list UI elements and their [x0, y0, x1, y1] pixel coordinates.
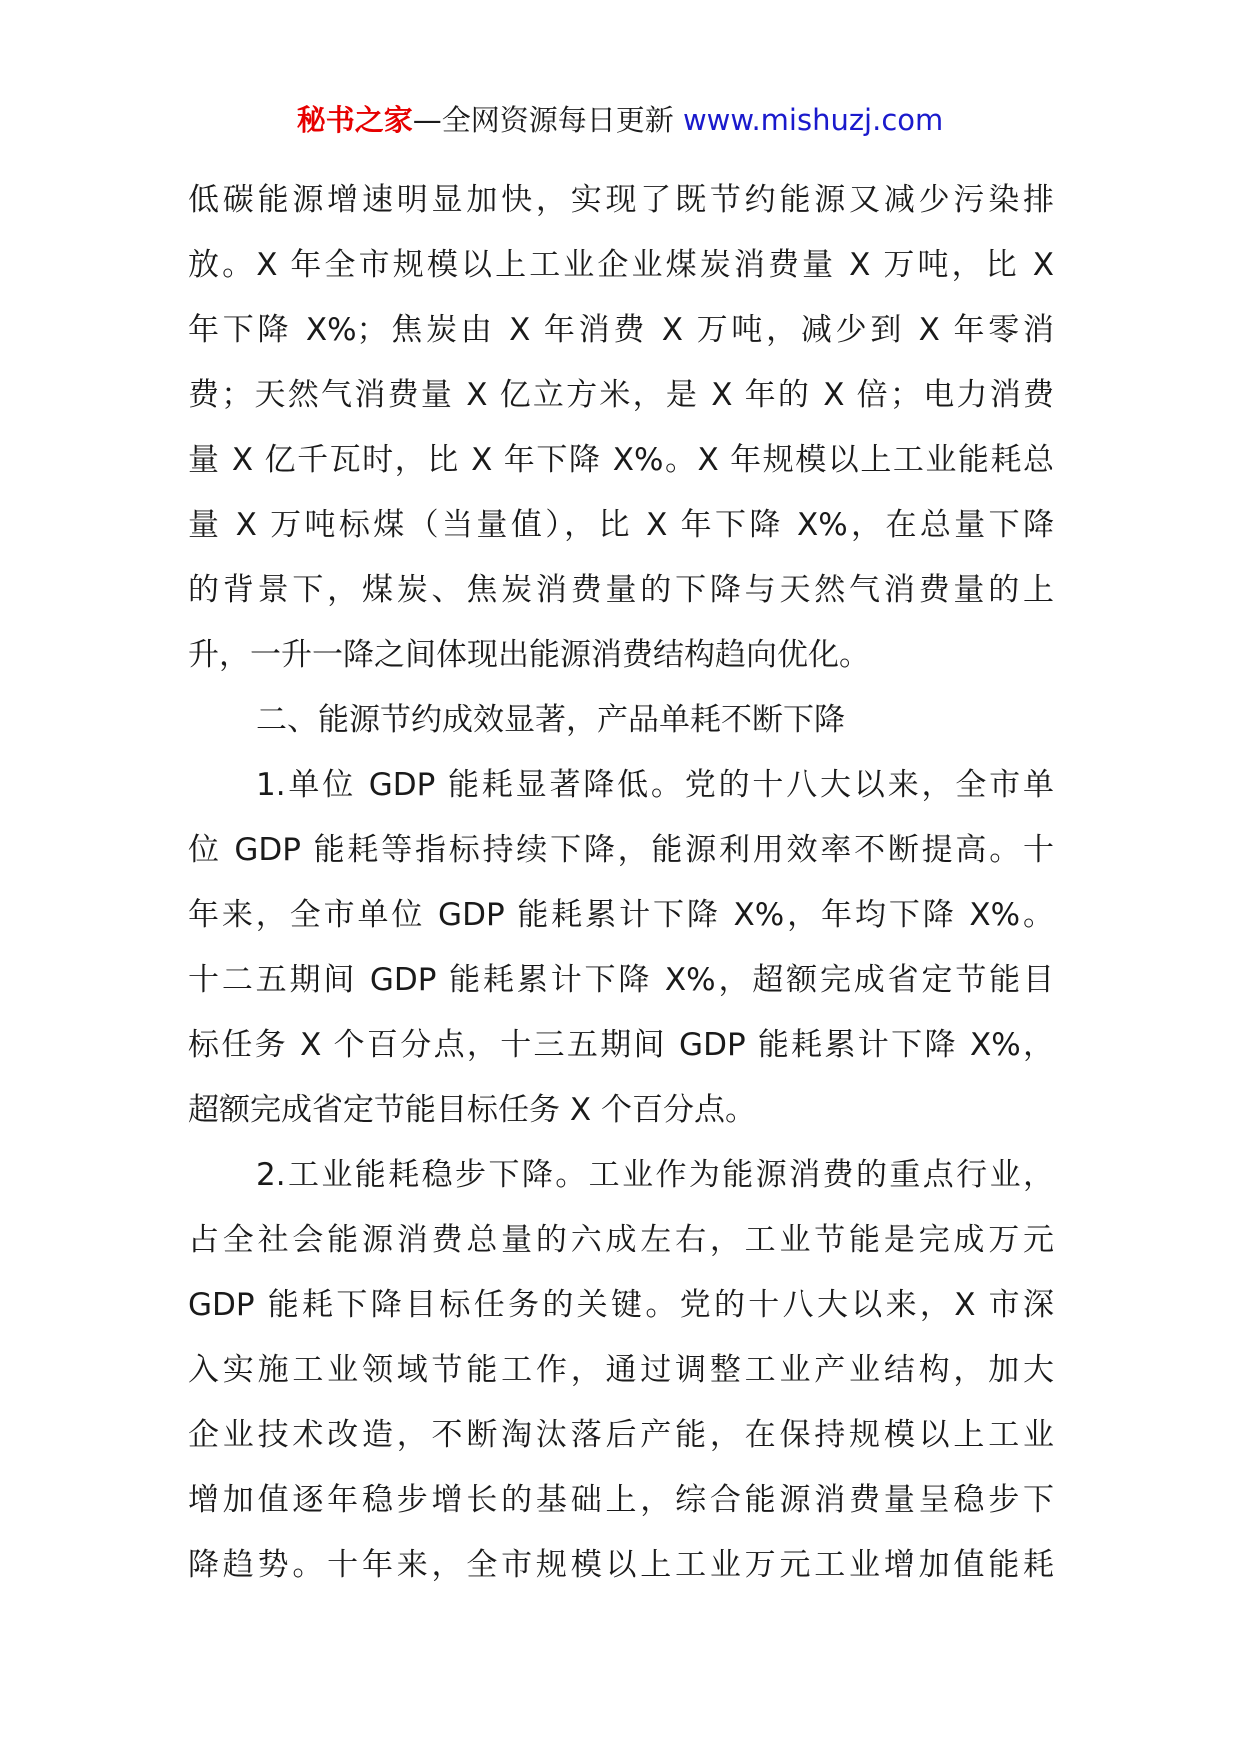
text-line: 1.单位 GDP 能耗显著降低。党的十八大以来，全市单	[256, 767, 1054, 803]
text-line: 年下降 X%；焦炭由 X 年消费 X 万吨，减少到 X 年零消	[188, 312, 1054, 348]
brand-name: 秘书之家	[296, 103, 413, 137]
site-url-link[interactable]: www.mishuzj.com	[682, 103, 944, 137]
paragraph	[188, 168, 1054, 688]
page-header	[0, 100, 1240, 140]
paragraph	[188, 1143, 1054, 1598]
text-line: 升，一升一降之间体现出能源消费结构趋向优化。	[188, 637, 870, 673]
text-line: 2.工业能耗稳步下降。工业作为能源消费的重点行业，	[256, 1157, 1054, 1193]
text-line: 费；天然气消费量 X 亿立方米，是 X 年的 X 倍；电力消费	[188, 377, 1054, 413]
text-line: 位 GDP 能耗等指标持续下降，能源利用效率不断提高。十	[188, 832, 1054, 868]
text-line: 入实施工业领域节能工作，通过调整工业产业结构，加大	[188, 1352, 1054, 1388]
text-line: 低碳能源增速明显加快，实现了既节约能源又减少污染排	[188, 182, 1054, 218]
text-line: GDP 能耗下降目标任务的关键。党的十八大以来，X 市深	[188, 1287, 1054, 1323]
text-line: 量 X 亿千瓦时，比 X 年下降 X%。X 年规模以上工业能耗总	[188, 442, 1054, 478]
text-line: 量 X 万吨标煤（当量值），比 X 年下降 X%，在总量下降	[188, 507, 1054, 543]
text-line: 放。X 年全市规模以上工业企业煤炭消费量 X 万吨，比 X	[188, 247, 1054, 283]
text-line: 企业技术改造，不断淘汰落后产能，在保持规模以上工业	[188, 1417, 1054, 1453]
text-line: 增加值逐年稳步增长的基础上，综合能源消费量呈稳步下	[188, 1482, 1054, 1518]
document-body	[188, 168, 1054, 1598]
text-line: 年来，全市单位 GDP 能耗累计下降 X%，年均下降 X%。	[188, 897, 1054, 933]
text-line: 占全社会能源消费总量的六成左右，工业节能是完成万元	[188, 1222, 1054, 1258]
section-heading	[188, 688, 1054, 753]
text-line: 降趋势。十年来，全市规模以上工业万元工业增加值能耗	[188, 1547, 1054, 1583]
text-line: 十二五期间 GDP 能耗累计下降 X%，超额完成省定节能目	[188, 962, 1054, 998]
text-line: 标任务 X 个百分点，十三五期间 GDP 能耗累计下降 X%，	[188, 1027, 1054, 1063]
paragraph	[188, 753, 1054, 1143]
text-line: 超额完成省定节能目标任务 X 个百分点。	[188, 1092, 756, 1128]
text-line: 的背景下，煤炭、焦炭消费量的下降与天然气消费量的上	[188, 572, 1054, 608]
heading-text: 二、能源节约成效显著，产品单耗不断下降	[256, 702, 845, 738]
header-tagline: —全网资源每日更新	[412, 103, 683, 137]
